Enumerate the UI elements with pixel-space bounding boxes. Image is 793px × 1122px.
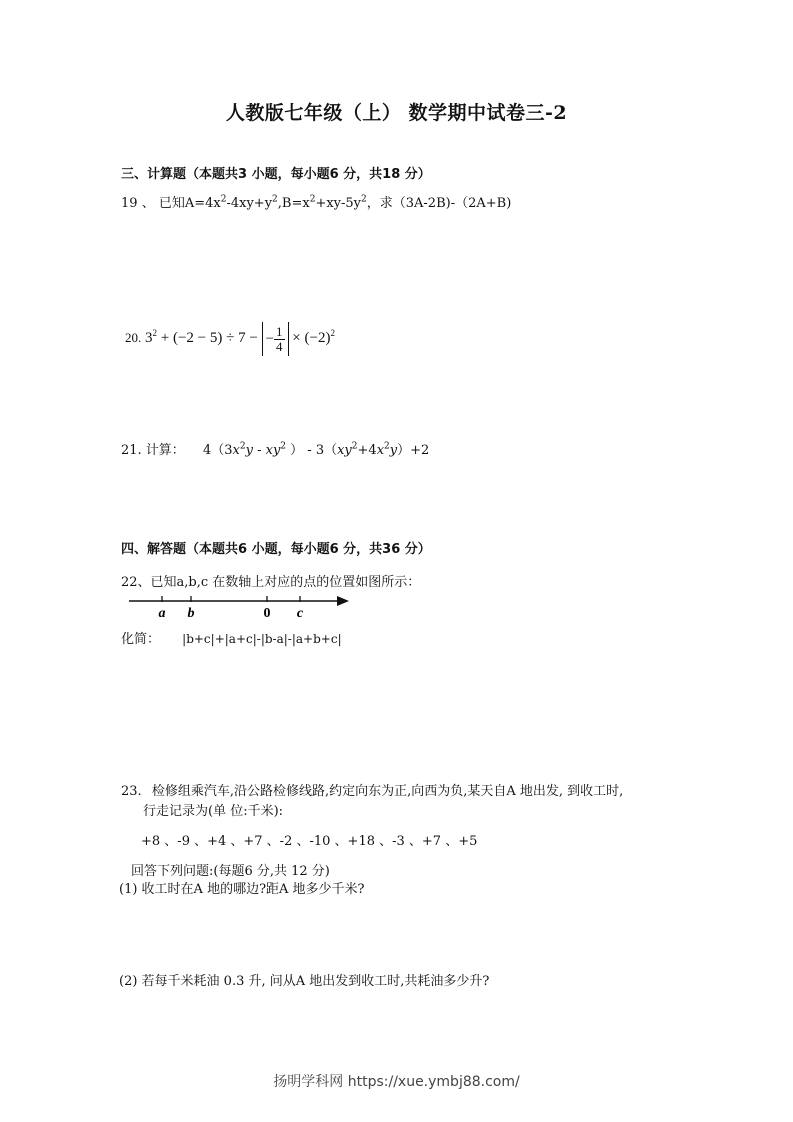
q21-label: . 计算： (137, 443, 185, 458)
q19-text-e: ，求（3A-2B)-（2A+B) (366, 196, 512, 211)
q23-line-1: 检修组乘汽车,沿公路检修线路,约定向东为正,向西为负,某天自A 地出发, 到收工时, (151, 784, 624, 799)
q21-expr-e: ）+2 (397, 443, 430, 458)
q19-sup-1: 2 (220, 194, 227, 205)
q21-xy2: xy (337, 443, 352, 458)
q19-text-d: +xy-5y (315, 196, 362, 211)
q20-exp-2: 2 (330, 328, 335, 338)
q19-sep: 、 (141, 196, 155, 211)
q21-sup-4: 2 (384, 441, 390, 452)
q22-text: 、已知a,b,c 在数轴上对应的点的位置如图所示： (137, 575, 421, 590)
q22-simplify (121, 628, 342, 647)
q23-line-2: 行走记录为(单 位:千米): (143, 804, 284, 819)
q21-xy: xy (265, 443, 281, 458)
label-zero: 0 (263, 606, 271, 621)
q21-sup-3: 2 (351, 441, 358, 452)
q23-number: 23. (121, 784, 142, 799)
q20-fraction (274, 325, 285, 354)
q21-expr-b: - (252, 443, 266, 458)
q19-text-a: 已知A=4x (158, 196, 221, 211)
q21-x2: x (376, 443, 385, 458)
q21-y2: y (389, 443, 398, 458)
q20-abs-minus: − (265, 330, 275, 347)
q21-y1: y (245, 443, 253, 458)
label-c: c (296, 606, 304, 621)
q20-part-1: + (−2 − 5) ÷ 7 − (157, 330, 262, 346)
question-19 (121, 192, 511, 211)
number-line-figure (125, 589, 355, 623)
question-20 (125, 313, 335, 353)
page-title: 人教版七年级（上） 数学期中试卷三-2 (225, 102, 568, 124)
q22-number: 22 (121, 575, 138, 590)
q21-sup-2: 2 (280, 441, 287, 452)
question-23 (121, 780, 623, 799)
q19-number: 19 (121, 196, 138, 211)
question-22 (121, 571, 420, 590)
q19-sup-2: 2 (272, 194, 278, 205)
q20-part-2: × (−2) (288, 330, 331, 346)
question-21 (121, 439, 429, 458)
q21-expr-a: 4（3 (202, 443, 233, 458)
q20-exp-1: 2 (152, 328, 157, 338)
q19-sup-4: 2 (361, 194, 367, 205)
label-a: a (158, 606, 166, 621)
label-b: b (187, 606, 195, 621)
q22-simplify-expression: |b+c|+|a+c|-|b-a|-|a+b+c| (182, 632, 342, 646)
q23-subquestion-1: (1) 收工时在A 地的哪边?距A 地多少千米? (119, 882, 365, 897)
section3-heading: 三、计算题（本题共3 小题，每小题6 分，共18 分） (121, 167, 431, 182)
section4-heading: 四、解答题（本题共6 小题，每小题6 分，共36 分） (121, 542, 431, 557)
q20-number: 20. (125, 330, 142, 345)
q23-answer-intro: 回答下列问题:(每题6 分,共 12 分) (131, 864, 330, 879)
q21-number: 21 (121, 443, 138, 458)
q22-simplify-label: 化简： (121, 632, 161, 647)
q20-frac-denominator: 4 (276, 338, 283, 354)
q23-records: +8 、-9 、+4 、+7 、-2 、-10 、+18 、-3 、+7 、+5 (141, 834, 478, 849)
q21-x1: x (232, 443, 240, 458)
footer-watermark: 扬明学科网 https://xue.ymbj88.com/ (273, 1074, 520, 1090)
q21-sup-1: 2 (239, 441, 246, 452)
q23-subquestion-2: (2) 若每千米耗油 0.3 升, 问从A 地出发到收工时,共耗油多少升? (119, 974, 490, 989)
q19-sup-3: 2 (309, 194, 316, 205)
q20-base: 3 (145, 330, 153, 346)
q20-frac-numerator: 1 (276, 323, 283, 339)
q19-text-b: -4xy+y (226, 196, 273, 211)
q19-text-c: ,B=x (277, 196, 310, 211)
q20-absolute-value (262, 322, 289, 356)
q21-expr-c: ） - 3（ (286, 443, 338, 458)
number-line-arrow-icon (337, 596, 349, 606)
q21-expr-d: +4 (357, 443, 377, 458)
